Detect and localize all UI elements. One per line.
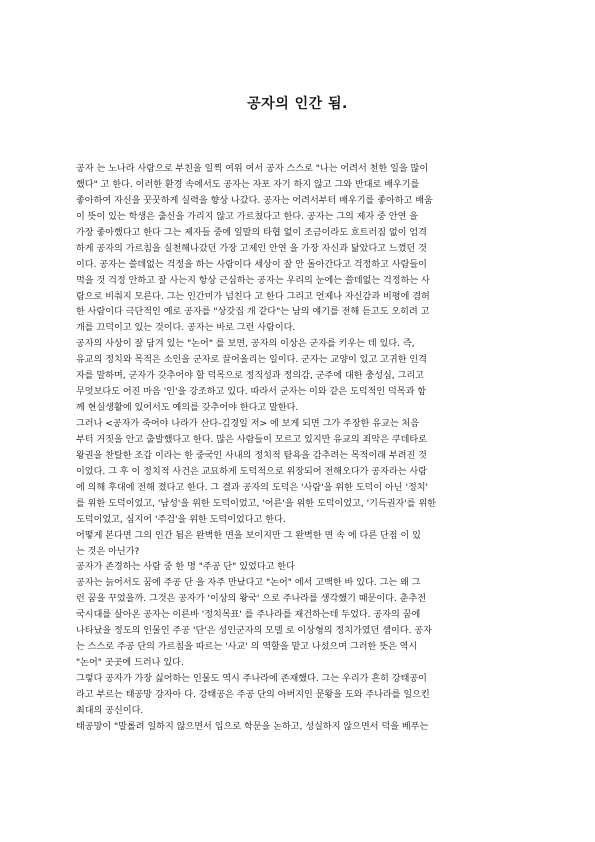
text-line: 먹을 것 걱정 안하고 잘 사는지 항상 근심하는 공자는 우리의 눈에는 쓸데없는 걱정하는 사 [76,275,430,286]
text-line: 를 위한 도덕이었고, '남성'을 위한 도덕이었고, '어른'을 위한 도덕이었고, '기득권자'를 위한 [76,498,437,509]
text-line: "논어" 곳곳에 드러나 있다. [76,658,184,669]
text-line: 공자는 늙어서도 꿈에 주공 단 을 자주 만났다고 "논어" 에서 고백한 바 있다. 그는 왜 그 [76,578,421,589]
text-line: 유교의 정치와 목적은 소인을 군자로 끌어올리는 일이다. 군자는 교양이 있고 고귀한 인격 [76,355,427,366]
text-line: 자를 말하며, 군자가 갖추어야 할 덕목으로 정직성과 정의감, 군주에 대한 충성심, 그리고 [76,371,424,382]
text-line: 최대의 공신이다. [76,705,144,716]
text-line: 어떻게 본다면 그의 인간 됨은 완벽한 면을 보이지만 그 완벽한 면 속 에 다른 단점 이 있 [76,530,421,541]
text-line: 태공망이 "말롤려 일하지 않으면서 입으로 학문을 논하고, 성실하지 않으면서 덕을 베푸는 [76,721,429,732]
text-line: 에 의해 후대에 전해 졌다고 한다. 그 결과 공자의 도덕은 '사람'을 위한 도덕이 아닌 '정치' [76,482,429,493]
text-line: 공자의 사상이 잘 담겨 있는 "논어" 를 보면, 공자의 이상은 군자를 키우는 데 있다. 즉, [76,339,415,350]
text-line: 공자가 존경하는 사람 중 한 명 "주공 단" 있었다고 한다 [76,562,295,573]
document-body [76,162,522,736]
text-line: 이었다. 그 후 이 정치적 사건은 교묘하게 도덕적으로 위장되어 전해오다가 공자라는 사람 [76,466,427,477]
text-line: 좋아하여 자신을 꿋꿋하게 실력을 향상 나갔다. 공자는 어려서부터 배우기를 좋아하고 배움 [76,195,433,206]
text-line: 하게 공자의 가르침을 실천해나갔던 가장 고제인 안연 을 가장 자신과 닮았다고 느꼈던 것 [76,243,427,254]
text-line: 께 현실생활에 있어서도 예의를 갖추어야 한다고 말한다. [76,403,299,414]
text-line: 국시대를 살아온 공자는 이른바 '정치목표' 를 주나라를 재건하는데 두었다. 공자의 꿈에 [76,610,421,621]
text-line: 가장 좋아했다고 한다 그는 제자들 중에 일말의 타협 없이 조금이라도 흐트러짐 없이 엄격 [76,227,427,238]
text-line: 부터 거짓을 안고 출발했다고 한다. 많은 사람들이 모르고 있지만 유교의 죄악은 쿠데타로 [76,434,427,445]
text-line: 라고 부르는 태공망 강자아 다. 강태공은 주공 단의 아버지인 문왕을 도와 주나라를 일으킨 [76,689,430,700]
text-line: 나타났을 정도의 인물인 주공 '단'은 성인군자의 모델 로 이상형의 정치가였던 셈이다. 공자 [76,626,432,637]
document-title: 공자의 인간 됨. [247,96,348,112]
text-line: 는 스스로 주공 단의 가르침을 따르는 '사교' 의 역할을 맡고 나섰으며 그러한 뜻은 역시 [76,642,418,653]
text-line: 는 것은 아닌가? [76,546,140,557]
text-line: 한 사람이다 극단적인 예로 공자를 "상갓집 개 같다"는 남의 얘기를 전해 듣고도 오히려 고 [76,307,430,318]
text-line: 그렇다 공자가 가장 싫어하는 인물도 역시 주나라에 존재했다. 그는 우리가 흔히 강태공이 [76,674,427,684]
text-line: 이 뜻이 있는 학생은 출신을 가리지 않고 가르쳤다고 한다. 공자는 그의 제자 중 안연 을 [76,211,419,222]
text-line: 공자 는 노나라 사람으로 부친을 일찍 여위 여서 공자 스스로 "나는 어려서 천한 일을 많이 [76,164,429,174]
text-line: 런 꿈을 꾸었을까. 그것은 공자가 '이상의 왕국' 으로 주나라를 생각했기 때문이다. 춘추전 [76,594,427,605]
text-line: 개를 끄덕이고 있는 것이다. 공자는 바로 그런 사람이다. [76,323,296,334]
text-line: 이다. 공자는 쓸데없는 걱정을 하는 사람이다 세상이 잘 안 돌아간다고 걱정하고 사람들이 [76,259,427,270]
text-line: 했다" 고 한다. 이러한 환경 속에서도 공자는 자포 자기 하지 않고 그와 반대로 배우기를 [76,179,420,190]
text-line: 그러나 <공자가 죽어야 나라가 산다-김경일 저> 에 보게 되면 그가 주장한 유교는 처음 [76,419,420,429]
text-line: 람으로 비춰지 모른다. 그는 인간미가 넘친다 고 한다 그리고 언제나 자신감과 비평에 겸허 [76,291,430,302]
text-line: 왕권을 찬탈한 조갑 이라는 한 중국인 사내의 정치적 탐욕을 감추려는 목적이래 부려진 것 [76,450,427,461]
text-line: 무엇보다도 어진 마음 '인'을 강조하고 있다. 따라서 군자는 이와 같은 도덕적인 덕목과 함 [76,387,427,398]
text-line: 도덕이었고, 심지어 '주검'을 위한 도덕이었다고 한다. [76,514,286,525]
